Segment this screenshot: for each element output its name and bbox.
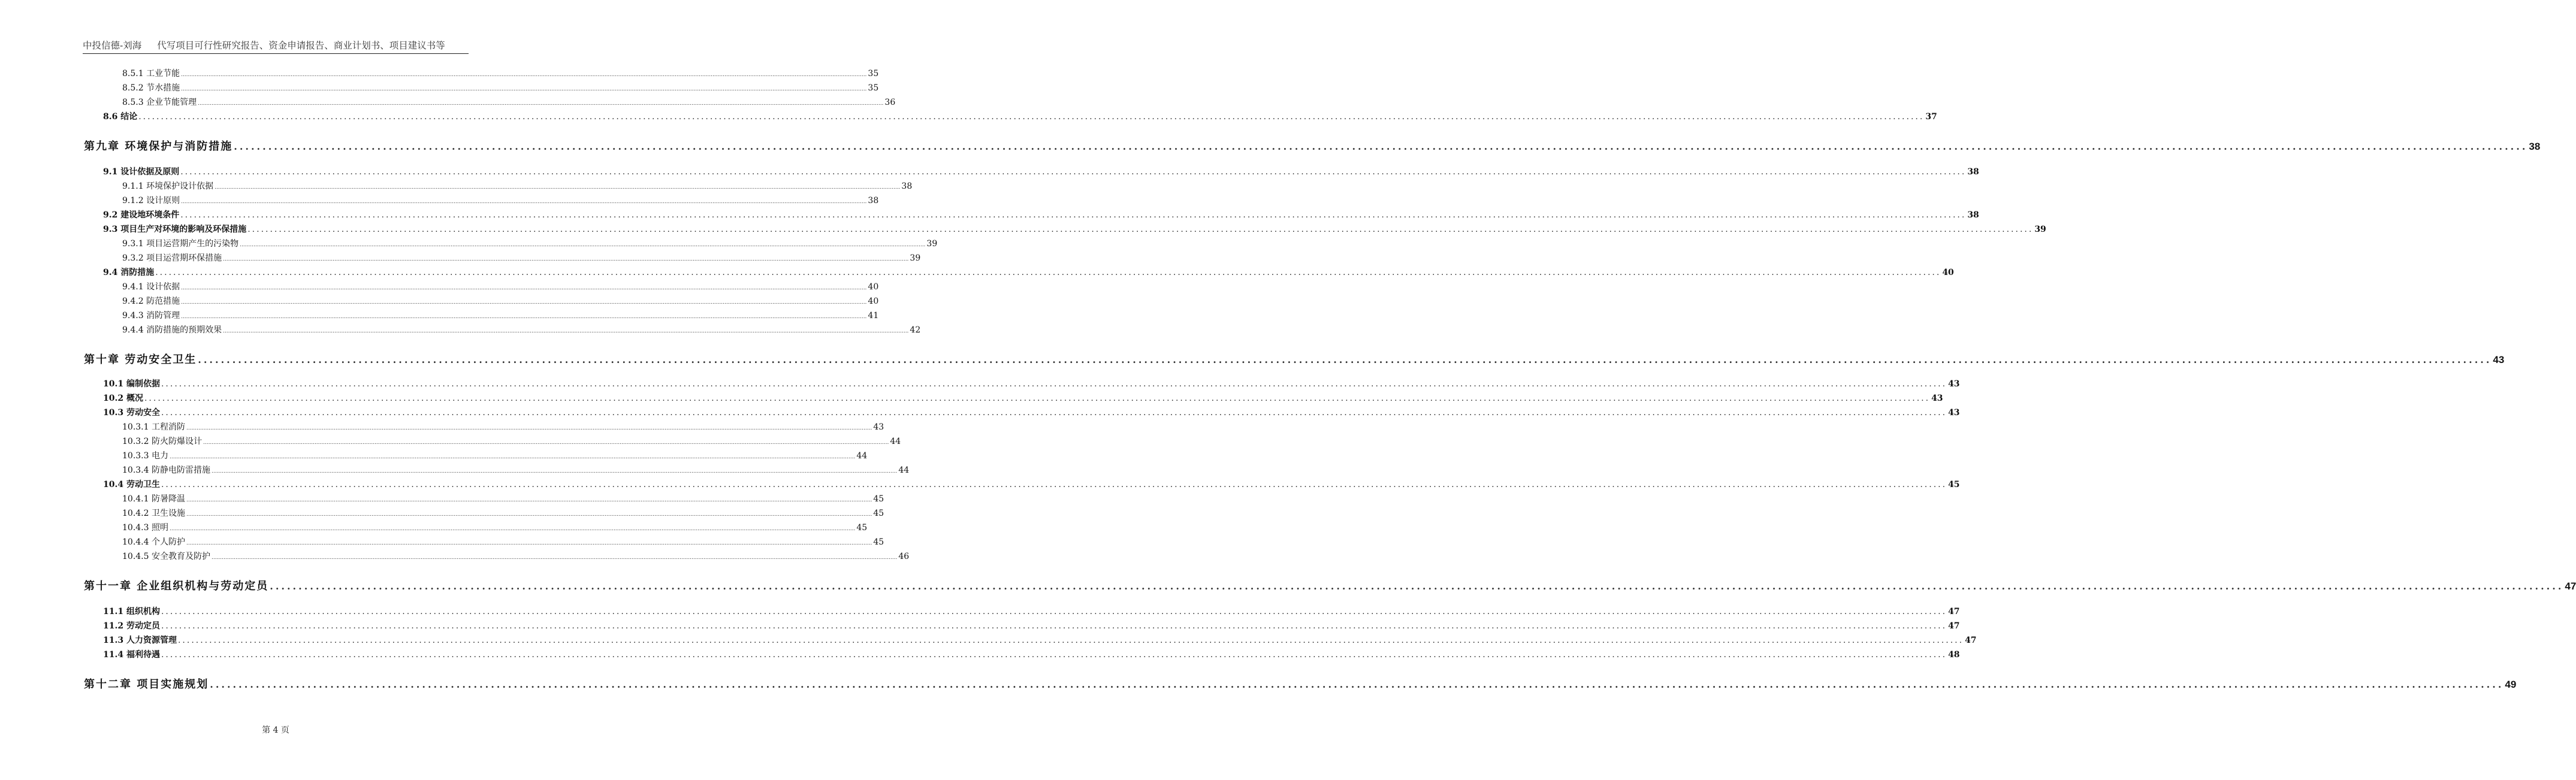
toc-dot-leader: ................................................................................................................................................................................................................................................................................................................................................................................................................ xyxy=(155,268,1941,277)
toc-entry-page: 38 xyxy=(1967,210,1979,220)
toc-entry-page: 36 xyxy=(884,98,896,107)
toc-entry-page: 46 xyxy=(898,552,910,561)
toc-dot-leader: ................................................................................................................................................................................................................................................................................................................................................................................................................ xyxy=(215,185,901,191)
toc-chapter-entry[interactable] xyxy=(84,676,2517,694)
toc-entry-page: 43 xyxy=(873,422,884,432)
page-header xyxy=(83,38,469,52)
header-divider xyxy=(83,53,469,54)
toc-section-entry[interactable] xyxy=(103,110,1937,125)
toc-dot-leader: ................................................................................................................................................................................................................................................................................................................................................................................................................ xyxy=(240,242,926,248)
toc-entry-page: 39 xyxy=(2034,225,2046,234)
toc-dot-leader: ................................................................................................................................................................................................................................................................................................................................................................................................................ xyxy=(186,497,872,503)
toc-entry-title: 10.4.2 卫生设施 xyxy=(122,509,185,518)
toc-entry-title: 第九章 环境保护与消防措施 xyxy=(84,140,233,153)
toc-dot-leader: ................................................................................................................................................................................................................................................................................................................................................................................................................ xyxy=(161,379,1947,389)
toc-section-entry[interactable] xyxy=(103,208,1979,223)
toc-section-entry[interactable] xyxy=(103,406,1960,421)
toc-entry-title: 9.3.2 项目运营期环保措施 xyxy=(122,253,222,263)
toc-entry-page: 35 xyxy=(868,83,879,93)
toc-dot-leader: ................................................................................................................................................................................................................................................................................................................................................................................................................ xyxy=(169,454,856,460)
toc-entry-title: 9.4.3 消防管理 xyxy=(122,311,180,321)
toc-entry-title: 9.4.2 防范措施 xyxy=(122,297,180,306)
toc-entry-title: 9.2 建设地环境条件 xyxy=(103,210,180,220)
toc-subsection-entry[interactable] xyxy=(122,309,879,324)
toc-entry-title: 10.4.4 个人防护 xyxy=(122,537,185,547)
header-services: 代写项目可行性研究报告、资金申请报告、商业计划书、项目建议书等 xyxy=(157,40,445,51)
toc-dot-leader: ................................................................................................................................................................................................................................................................................................................................................................................................................ xyxy=(203,440,889,446)
toc-section-entry[interactable] xyxy=(103,266,1954,280)
toc-subsection-entry[interactable] xyxy=(122,280,879,295)
toc-entry-page: 38 xyxy=(901,182,913,191)
toc-dot-leader: ................................................................................................................................................................................................................................................................................................................................................................................................................ xyxy=(270,581,2564,592)
toc-entry-page: 38 xyxy=(868,196,879,205)
toc-dot-leader: ................................................................................................................................................................................................................................................................................................................................................................................................................ xyxy=(180,210,1967,220)
toc-dot-leader: ................................................................................................................................................................................................................................................................................................................................................................................................................ xyxy=(161,480,1947,489)
toc-entry-title: 10.3.4 防静电防雷措施 xyxy=(122,465,210,475)
toc-dot-leader: ................................................................................................................................................................................................................................................................................................................................................................................................................ xyxy=(186,425,872,431)
toc-entry-title: 8.5.1 工业节能 xyxy=(122,69,180,78)
toc-entry-page: 40 xyxy=(868,297,879,306)
toc-entry-title: 9.3 项目生产对环境的影响及环保措施 xyxy=(103,225,247,234)
toc-entry-title: 10.3 劳动安全 xyxy=(103,408,160,418)
toc-entry-title: 9.4.1 设计依据 xyxy=(122,282,180,292)
toc-dot-leader: ................................................................................................................................................................................................................................................................................................................................................................................................................ xyxy=(211,555,898,561)
toc-entry-title: 10.3.2 防火防爆设计 xyxy=(122,437,202,446)
toc-entry-page: 44 xyxy=(898,465,910,475)
toc-entry-page: 43 xyxy=(1931,394,1943,403)
toc-section-entry[interactable] xyxy=(103,634,1977,648)
toc-dot-leader: ................................................................................................................................................................................................................................................................................................................................................................................................................ xyxy=(161,650,1947,660)
toc-entry-title: 8.6 结论 xyxy=(103,112,138,122)
toc-entry-page: 47 xyxy=(1948,607,1960,616)
toc-entry-page: 49 xyxy=(2505,679,2517,690)
toc-entry-page: 47 xyxy=(1948,621,1960,631)
toc-entry-title: 第十二章 项目实施规划 xyxy=(84,678,209,691)
toc-entry-title: 第十章 劳动安全卫生 xyxy=(84,353,197,366)
toc-dot-leader: ................................................................................................................................................................................................................................................................................................................................................................................................................ xyxy=(186,540,872,546)
toc-subsection-entry[interactable] xyxy=(122,492,884,507)
toc-subsection-entry[interactable] xyxy=(122,449,868,464)
toc-subsection-entry[interactable] xyxy=(122,194,879,208)
toc-entry-title: 8.5.2 节水措施 xyxy=(122,83,180,93)
toc-entry-title: 8.5.3 企业节能管理 xyxy=(122,98,197,107)
toc-entry-page: 38 xyxy=(1967,167,1979,177)
toc-entry-title: 9.3.1 项目运营期产生的污染物 xyxy=(122,239,239,249)
toc-dot-leader: ................................................................................................................................................................................................................................................................................................................................................................................................................ xyxy=(198,101,884,107)
toc-entry-title: 第十一章 企业组织机构与劳动定员 xyxy=(84,580,269,592)
toc-section-entry[interactable] xyxy=(103,605,1960,619)
toc-section-entry[interactable] xyxy=(103,165,1979,180)
toc-dot-leader: ................................................................................................................................................................................................................................................................................................................................................................................................................ xyxy=(198,354,2492,365)
toc-entry-page: 38 xyxy=(2529,141,2541,152)
page-number: 第 4 页 xyxy=(262,725,289,735)
toc-dot-leader: ................................................................................................................................................................................................................................................................................................................................................................................................................ xyxy=(210,679,2504,690)
toc-dot-leader: ................................................................................................................................................................................................................................................................................................................................................................................................................ xyxy=(247,225,2034,234)
toc-entry-title: 10.4.1 防暑降温 xyxy=(122,494,185,504)
toc-subsection-entry[interactable] xyxy=(122,507,884,521)
toc-entry-title: 10.2 概况 xyxy=(103,394,143,403)
toc-chapter-entry[interactable] xyxy=(84,578,2576,595)
toc-subsection-entry[interactable] xyxy=(122,421,884,435)
toc-dot-leader: ................................................................................................................................................................................................................................................................................................................................................................................................................ xyxy=(181,86,867,92)
toc-dot-leader: ................................................................................................................................................................................................................................................................................................................................................................................................................ xyxy=(181,285,867,291)
toc-dot-leader: ................................................................................................................................................................................................................................................................................................................................................................................................................ xyxy=(223,256,909,262)
toc-entry-page: 45 xyxy=(873,509,884,518)
toc-dot-leader: ................................................................................................................................................................................................................................................................................................................................................................................................................ xyxy=(186,512,872,518)
toc-entry-title: 11.4 福利待遇 xyxy=(103,650,160,660)
toc-subsection-entry[interactable] xyxy=(122,324,921,338)
toc-entry-page: 43 xyxy=(1948,408,1960,418)
toc-dot-leader: ................................................................................................................................................................................................................................................................................................................................................................................................................ xyxy=(234,141,2528,152)
toc-entry-title: 10.4.3 照明 xyxy=(122,523,168,533)
toc-entry-title: 10.1 编制依据 xyxy=(103,379,160,389)
header-company: 中投信德-刘海 xyxy=(83,40,142,51)
toc-section-entry[interactable] xyxy=(103,619,1960,634)
toc-section-entry[interactable] xyxy=(103,648,1960,663)
toc-section-entry[interactable] xyxy=(103,392,1943,406)
toc-entry-title: 11.2 劳动定员 xyxy=(103,621,160,631)
toc-entry-page: 43 xyxy=(2493,354,2505,365)
toc-dot-leader: ................................................................................................................................................................................................................................................................................................................................................................................................................ xyxy=(161,607,1947,616)
toc-entry-page: 47 xyxy=(1965,636,1977,645)
toc-entry-title: 10.4 劳动卫生 xyxy=(103,480,160,489)
toc-entry-title: 9.1 设计依据及原则 xyxy=(103,167,180,177)
toc-subsection-entry[interactable] xyxy=(122,67,879,81)
toc-subsection-entry[interactable] xyxy=(122,295,879,309)
toc-entry-page: 40 xyxy=(868,282,879,292)
toc-subsection-entry[interactable] xyxy=(122,550,910,564)
toc-entry-title: 9.1.1 环境保护设计依据 xyxy=(122,182,214,191)
toc-dot-leader: ................................................................................................................................................................................................................................................................................................................................................................................................................ xyxy=(211,468,898,474)
toc-entry-page: 44 xyxy=(890,437,901,446)
toc-entry-page: 43 xyxy=(1948,379,1960,389)
toc-subsection-entry[interactable] xyxy=(122,536,884,550)
toc-chapter-entry[interactable] xyxy=(84,351,2505,369)
toc-entry-page: 45 xyxy=(1948,480,1960,489)
toc-entry-page: 39 xyxy=(910,253,921,263)
toc-subsection-entry[interactable] xyxy=(122,237,938,252)
toc-subsection-entry[interactable] xyxy=(122,521,868,536)
toc-dot-leader: ................................................................................................................................................................................................................................................................................................................................................................................................................ xyxy=(181,72,867,78)
toc-section-entry[interactable] xyxy=(103,223,2046,237)
toc-entry-title: 9.1.2 设计原则 xyxy=(122,196,180,205)
toc-entry-page: 45 xyxy=(873,537,884,547)
toc-entry-page: 42 xyxy=(910,325,921,335)
toc-entry-page: 39 xyxy=(926,239,938,249)
toc-subsection-entry[interactable] xyxy=(122,180,913,194)
toc-subsection-entry[interactable] xyxy=(122,96,896,110)
toc-entry-page: 47 xyxy=(2565,581,2576,592)
toc-entry-page: 48 xyxy=(1948,650,1960,660)
toc-entry-page: 44 xyxy=(856,451,868,461)
toc-entry-page: 37 xyxy=(1925,112,1937,122)
toc-entry-page: 45 xyxy=(873,494,884,504)
toc-dot-leader: ................................................................................................................................................................................................................................................................................................................................................................................................................ xyxy=(138,112,1925,122)
toc-subsection-entry[interactable] xyxy=(122,81,879,96)
toc-dot-leader: ................................................................................................................................................................................................................................................................................................................................................................................................................ xyxy=(180,167,1967,177)
toc-dot-leader: ................................................................................................................................................................................................................................................................................................................................................................................................................ xyxy=(181,300,867,306)
toc-entry-page: 40 xyxy=(1942,268,1954,277)
toc-dot-leader: ................................................................................................................................................................................................................................................................................................................................................................................................................ xyxy=(169,526,856,532)
toc-dot-leader: ................................................................................................................................................................................................................................................................................................................................................................................................................ xyxy=(161,621,1947,631)
toc-subsection-entry[interactable] xyxy=(122,435,901,449)
toc-entry-title: 9.4.4 消防措施的预期效果 xyxy=(122,325,222,335)
toc-dot-leader: ................................................................................................................................................................................................................................................................................................................................................................................................................ xyxy=(223,328,909,334)
toc-section-entry[interactable] xyxy=(103,377,1960,392)
toc-entry-page: 41 xyxy=(868,311,879,321)
toc-dot-leader: ................................................................................................................................................................................................................................................................................................................................................................................................................ xyxy=(144,394,1931,403)
toc-entry-title: 10.4.5 安全教育及防护 xyxy=(122,552,210,561)
toc-subsection-entry[interactable] xyxy=(122,252,921,266)
toc-section-entry[interactable] xyxy=(103,478,1960,492)
toc-entry-page: 35 xyxy=(868,69,879,78)
toc-entry-title: 10.3.3 电力 xyxy=(122,451,168,461)
toc-subsection-entry[interactable] xyxy=(122,464,910,478)
toc-entry-title: 10.3.1 工程消防 xyxy=(122,422,185,432)
toc-entry-title: 9.4 消防措施 xyxy=(103,268,155,277)
toc-dot-leader: ................................................................................................................................................................................................................................................................................................................................................................................................................ xyxy=(177,636,1964,645)
toc-entry-title: 11.1 组织机构 xyxy=(103,607,160,616)
toc-chapter-entry[interactable] xyxy=(84,138,2541,156)
toc-dot-leader: ................................................................................................................................................................................................................................................................................................................................................................................................................ xyxy=(181,314,867,320)
toc-dot-leader: ................................................................................................................................................................................................................................................................................................................................................................................................................ xyxy=(161,408,1947,418)
toc-dot-leader: ................................................................................................................................................................................................................................................................................................................................................................................................................ xyxy=(181,199,867,205)
toc-entry-page: 45 xyxy=(856,523,868,533)
toc-entry-title: 11.3 人力资源管理 xyxy=(103,636,177,645)
